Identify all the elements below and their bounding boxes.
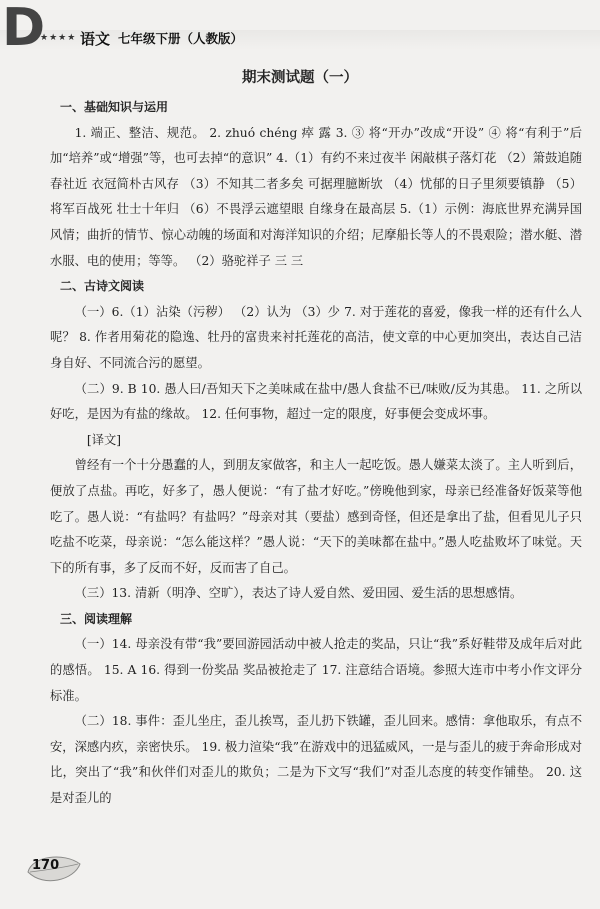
classical-part-1: （一）6.（1）沾染（污秽） （2）认为 （3）少 7. 对于莲花的喜爱，像我一样的还有什么人呢？ 8. 作者用菊花的隐逸、牡丹的富贵来衬托莲花的高洁，使文章的中心更加突出，表达自己洁身自好、不同流合污的愿望。 <box>50 304 582 370</box>
reading-part-1: （一）14. 母亲没有带“我”要回游园活动中被人抢走的奖品，只让“我”系好鞋带及成年后对此的感悟。 15. A 16. 得到一份奖品 奖品被抢走了 17. 注意结合语境。参照大连市中考小作文评分标准。 <box>50 637 582 703</box>
page-number-badge <box>24 850 84 890</box>
star-rating-icon: ★★★★ <box>40 33 77 43</box>
translation-text: 曾经有一个十分愚蠢的人，到朋友家做客，和主人一起吃饭。愚人嫌菜太淡了。主人听到后，便放了点盐。再吃，好多了，愚人便说：“有了盐才好吃。”傍晚他到家，母亲已经准备好饭菜等他吃了。愚人说：“有盐吗？有盐吗？”母亲对其（要盐）感到奇怪，但还是拿出了盐，但看见儿子只吃盐不吃菜，母亲说：“怎么能这样？”愚人说：“天下的美味都在盐中。”愚人吃盐败坏了味觉。天下的所有事，多了反而不好，反而害了自己。 <box>50 458 582 575</box>
page-title: 期末测试题（一） <box>242 70 358 86</box>
reading-part-2: （二）18. 事件：歪儿坐庄，歪儿挨骂，歪儿扔下铁罐，歪儿回来。感情：拿他取乐，有点不安，深感内疚，亲密快乐。 19. 极力渲染“我”在游戏中的迅猛威风，一是与歪儿的疲于奔命形成对比，突出了“我”和伙伴们对歪儿的欺负；二是为下文写“我们”对歪儿态度的转变作铺垫。 20. 这是对歪儿的 <box>50 714 582 806</box>
classical-part-2: （二）9. B 10. 愚人曰/吾知天下之美味咸在盐中/愚人食盐不已/味败/反为其患。 11. 之所以好吃，是因为有盐的缘故。 12. 任何事物，超过一定的限度，好事便会变成坏事。 <box>50 381 582 422</box>
subject-label: 语文 <box>80 30 111 48</box>
page-header <box>0 0 600 58</box>
section-heading-classical: 二、古诗文阅读 <box>60 279 145 294</box>
answer-content <box>50 95 582 812</box>
translation-label: [译文] <box>86 432 122 447</box>
grade-label: 七年级下册（人教版） <box>118 31 244 46</box>
basics-answers: 1. 端正、整洁、规范。 2. zhuó chéng 瘁 露 3. ③ 将“开办”改成“开设” ④ 将“有利于”后加“培养”或“增强”等，也可去掉“的意识” 4.（1）有约不来过夜半 闲敲棋子落灯花 （2）箫鼓追随春社近 衣冠简朴古风存 （3）不知其二者多矣 可据理臆断欤 （4）忧郁的日子里须要镇静 （5）将军百战死 壮士十年归 （6）不畏浮云遮望眼 自缘身在最高层 5.（1）示例：海底世界充满异国风情；曲折的情节、惊心动魄的场面和对海洋知识的介绍；尼摩船长等人的不畏艰险；潜水艇、潜水服、电的使用；等等。 （2）骆驼祥子 三 三 <box>50 125 582 268</box>
section-heading-reading: 三、阅读理解 <box>60 611 133 626</box>
page-number: 170 <box>32 858 60 873</box>
classical-part-3: （三）13. 清新（明净、空旷），表达了诗人爱自然、爱田园、爱生活的思想感情。 <box>74 586 523 601</box>
section-heading-basics: 一、基础知识与运用 <box>60 100 169 114</box>
series-logo-letter: D <box>2 0 46 58</box>
